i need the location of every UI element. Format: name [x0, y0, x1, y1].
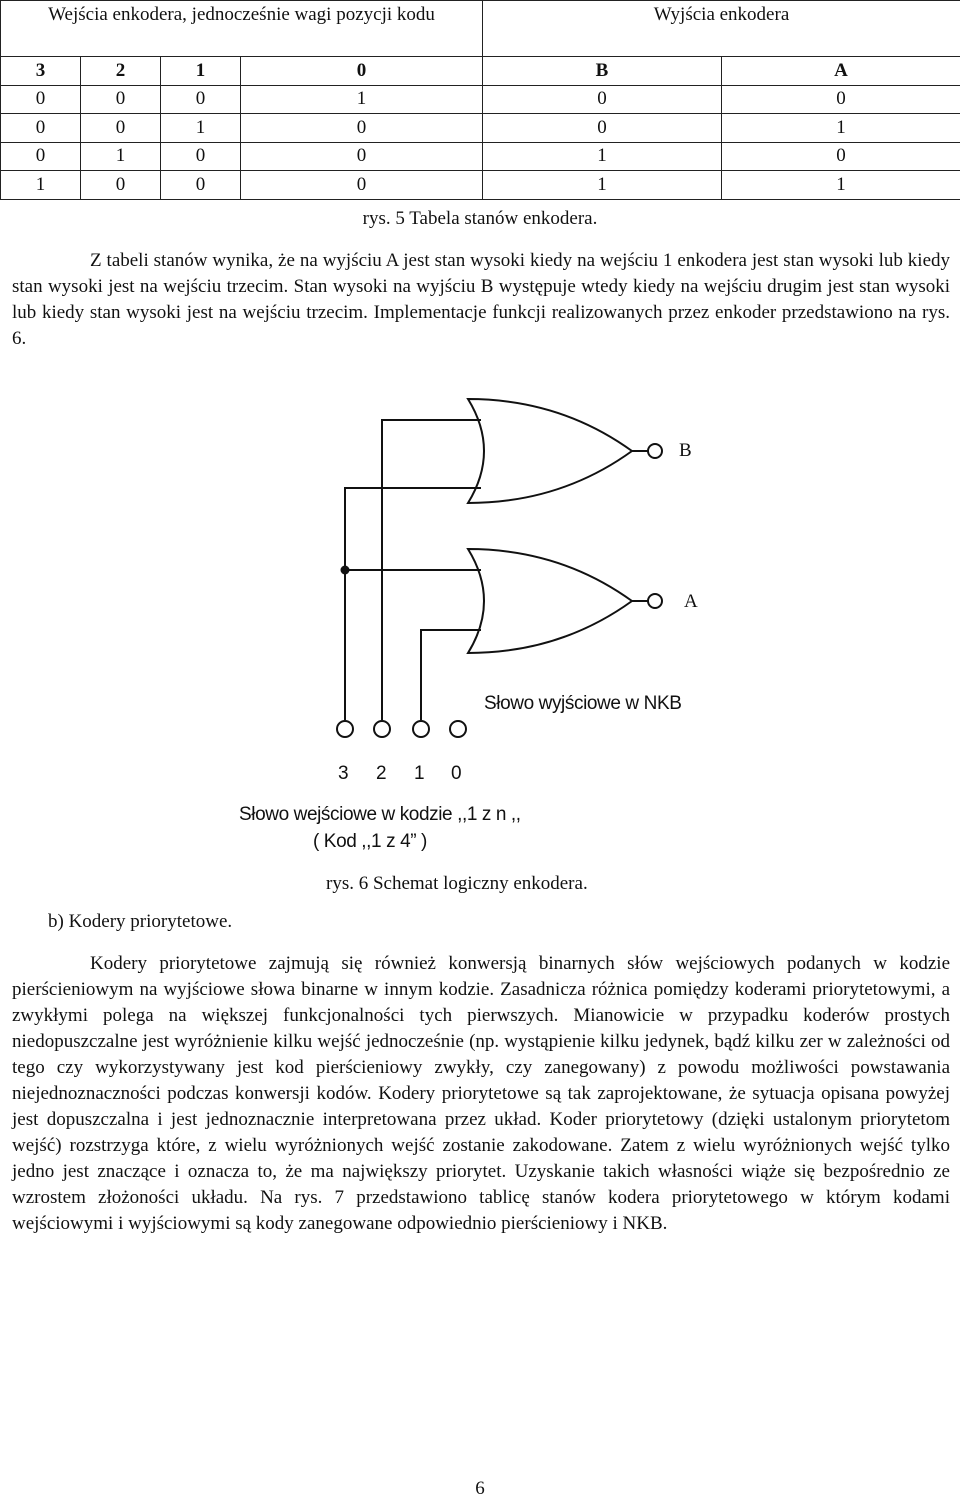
or-gate-b	[468, 399, 632, 503]
wire-input-1	[421, 630, 481, 720]
table-cell: 0	[483, 114, 722, 143]
table-cell: 0	[161, 171, 241, 200]
table-cell: 0	[81, 171, 161, 200]
table-cell: 0	[241, 114, 483, 143]
input-1-terminal	[413, 721, 429, 737]
column-header: 0	[241, 57, 483, 86]
output-a-terminal	[648, 594, 662, 608]
figure-6-caption: rys. 6 Schemat logiczny enkodera.	[326, 873, 588, 894]
paragraph-priority-encoders: Kodery priorytetowe zajmują się również konwersją binarnych słów wejściowych podanych w kodzie pierścieniowym na wyjściowe słowa binarne w innym kodzie. Zasadnicza różnica pomiędzy koderami priorytetowymi, a zwykłymi polega na większej funkcjonalności tych pierwszych. Mianowicie w przypadku koderów prostych niedopuszczalne jest wyróżnienie kilku wejść jednocześnie (np. wystąpienie kilku jedynek, bądź kilku zer w zależności od tego czy wykorzystywany jest kod pierścieniowy zwykły, czy zanegowany) z powodu możliwości powstawania niejednoznaczności podczas konwersji kodów. Kodery priorytetowe są tak zaprojektowane, że sytuacja opisana powyżej jest dopuszczalna i jest jednoznacznie interpretowana przez układ. Koder priorytetowy (dzięki ustalonym priorytetom wejść) rozstrzyga które, z wielu wyróżnionych wejść zostanie zakodowane. Zatem z wielu wyróżnionych wejść tylko jedno jest znaczące i oznacza to, że ma największy priorytet. Uzyskanie takich własności wiąże się bezpośrednio ze wzrostem złożoności układu. Na rys. 7 przedstawiono tablicę stanów kodera priorytetowego w którym kodami wejściowymi i wyjściowymi są kody zanegowane odpowiednio pierścieniowy i NKB.	[12, 953, 950, 1234]
table-cell: 0	[722, 142, 960, 171]
column-header: 2	[81, 57, 161, 86]
column-header: 1	[161, 57, 241, 86]
table-cell: 0	[1, 114, 81, 143]
input-number-2: 2	[376, 763, 387, 784]
table-cell: 1	[81, 142, 161, 171]
table-cell: 1	[722, 171, 960, 200]
input-2-terminal	[374, 721, 390, 737]
table-cell: 1	[1, 171, 81, 200]
table-cell: 0	[1, 85, 81, 114]
table-cell: 1	[161, 114, 241, 143]
figure-5-caption: rys. 5 Tabela stanów enkodera.	[362, 208, 598, 229]
or-gate-a	[468, 549, 632, 653]
input-word-label: Słowo wejściowe w kodzie ,,1 z n ,,	[239, 804, 521, 825]
input-code-label: ( Kod ,,1 z 4” )	[313, 831, 427, 852]
column-header: 3	[1, 57, 81, 86]
input-number-1: 1	[414, 763, 425, 784]
table-header-inputs: Wejścia enkodera, jednocześnie wagi pozycji kodu	[1, 1, 483, 57]
table-cell: 1	[241, 85, 483, 114]
table-cell: 1	[483, 142, 722, 171]
table-cell: 0	[483, 85, 722, 114]
input-3-terminal	[337, 721, 353, 737]
table-cell: 0	[161, 85, 241, 114]
output-a-label: A	[684, 591, 698, 612]
wire-input-3	[345, 488, 481, 720]
output-b-label: B	[679, 440, 692, 461]
output-b-terminal	[648, 444, 662, 458]
table-cell: 0	[241, 142, 483, 171]
table-cell: 0	[241, 171, 483, 200]
table-cell: 0	[161, 142, 241, 171]
column-header: A	[722, 57, 960, 86]
wire-junction-dot	[341, 566, 350, 575]
table-header-outputs: Wyjścia enkodera	[483, 1, 960, 57]
page-number: 6	[475, 1478, 485, 1499]
paragraph-encoder-description: Z tabeli stanów wynika, że na wyjściu A jest stan wysoki kiedy na wejściu 1 enkodera jest stan wysoki lub kiedy stan wysoki jest na wejściu trzecim. Stan wysoki na wyjściu B występuje wtedy kiedy na wejściu drugim jest stan wysoki lub kiedy stan wysoki jest na wejściu trzecim. Implementacje funkcji realizowanych przez enkoder przedstawiono na rys. 6.	[12, 250, 950, 349]
input-number-0: 0	[451, 763, 462, 784]
table-cell: 0	[81, 85, 161, 114]
column-header: B	[483, 57, 722, 86]
table-cell: 0	[81, 114, 161, 143]
table-cell: 1	[722, 114, 960, 143]
input-0-terminal	[450, 721, 466, 737]
section-heading-priority-encoders: b) Kodery priorytetowe.	[48, 911, 233, 932]
input-number-3: 3	[338, 763, 349, 784]
table-cell: 0	[722, 85, 960, 114]
table-cell: 1	[483, 171, 722, 200]
output-word-label: Słowo wyjściowe w NKB	[484, 693, 682, 714]
table-cell: 0	[1, 142, 81, 171]
